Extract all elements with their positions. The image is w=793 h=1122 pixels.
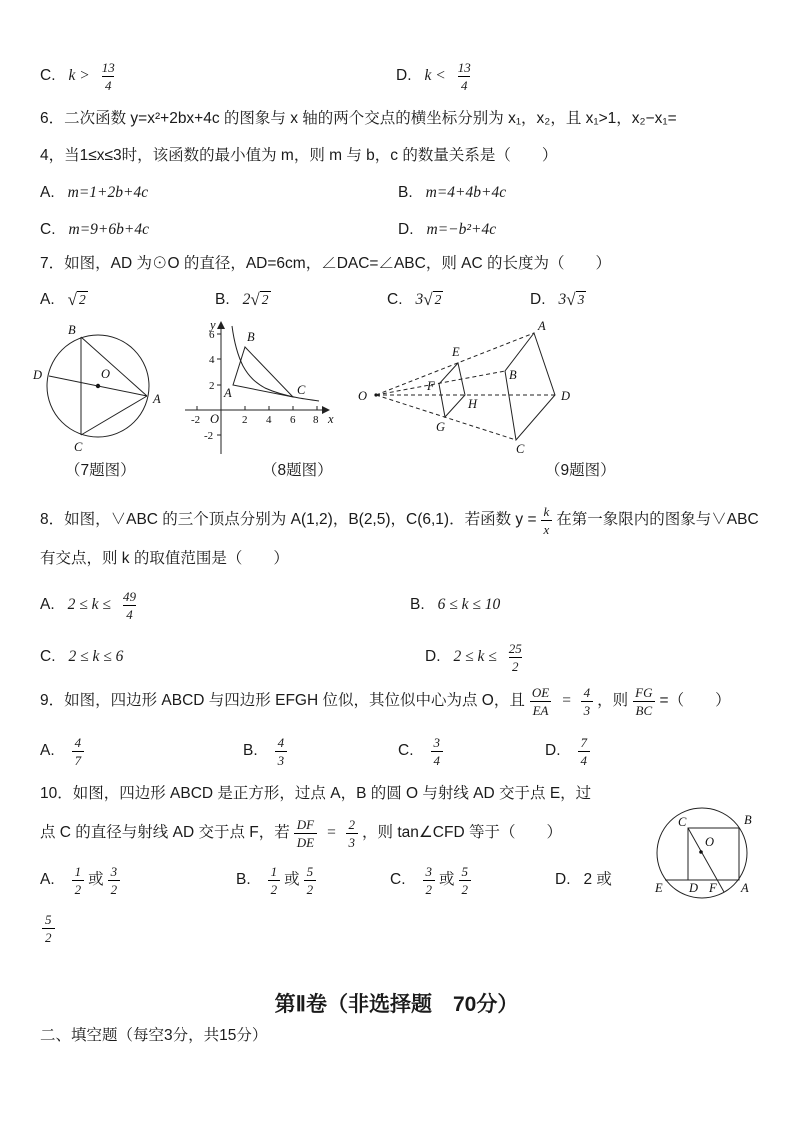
radicand: 2 [79, 292, 86, 308]
q10-option-d-text: 2 或 [583, 870, 612, 888]
q8-option-c-label: C. [40, 647, 56, 665]
q10-option-b [236, 857, 320, 903]
q10-option-d-continuation [42, 906, 55, 950]
fraction-numerator: 25 [508, 640, 522, 656]
figure-caption-7: （7题图） [65, 462, 136, 479]
q7-stem: 7．如图，AD 为⊙O 的直径，AD=6cm，∠DAC=∠ABC，则 AC 的长度为（ ） [40, 255, 611, 272]
q8-stem-line1 [40, 498, 759, 542]
origin-label: O [210, 412, 220, 426]
radical-coefficient: 3 [415, 290, 424, 308]
fraction-denominator: 3 [581, 701, 594, 717]
fraction-numerator: 1 [74, 863, 82, 879]
q9-figure [352, 318, 587, 458]
q6-option-b [398, 182, 506, 204]
q7-option-a [40, 287, 88, 313]
q7-option-d-label: D. [530, 290, 546, 308]
point-label-d: D [689, 881, 699, 895]
q8-stem-post: 在第一象限内的图象与∨ABC [556, 510, 759, 528]
q8-option-b-expr: 6 ≤ k ≤ 10 [437, 595, 501, 613]
x-axis-label: x [328, 412, 334, 426]
fraction-numerator: OE [531, 684, 550, 700]
q10-two-thirds-fraction [346, 818, 359, 849]
q6-option-a [40, 182, 148, 204]
point-label-o: O [358, 389, 368, 403]
q10-option-c-fraction1 [423, 865, 436, 896]
point-label-b: B [68, 323, 76, 337]
y-axis-arrow [217, 321, 225, 329]
fraction-denominator: 4 [123, 605, 136, 621]
fraction-numerator: 49 [122, 588, 136, 604]
circle-figure [24, 316, 174, 458]
triangle-abc [233, 347, 293, 397]
point-label-b: B [247, 330, 255, 344]
fraction-denominator: 4 [431, 751, 444, 767]
x-tick-neg2: -2 [191, 414, 201, 426]
point-label-e: E [655, 881, 663, 895]
square-root [423, 291, 443, 309]
q7-option-c [387, 287, 443, 313]
fraction-denominator: 2 [304, 880, 317, 896]
point-label-c: C [516, 442, 525, 456]
similarity-figure [352, 318, 587, 458]
q9-option-d [545, 728, 594, 774]
q9-option-d-label: D. [545, 741, 561, 759]
q5-option-d-fraction [455, 61, 474, 92]
center-point-o [699, 850, 703, 854]
fraction-numerator: 13 [457, 59, 471, 75]
quadrilateral-efgh [439, 363, 465, 417]
q8-option-a-expr: 2 ≤ k ≤ [67, 595, 111, 613]
q10-option-d [555, 857, 612, 903]
q6-option-c-expr: m=9+6b+4c [68, 220, 149, 238]
radical-sign: √ [566, 290, 576, 310]
radical-coefficient: 2 [242, 290, 251, 308]
q5-option-c-expr: k > [68, 66, 90, 84]
y-tick-4: 4 [209, 354, 215, 366]
square-root [250, 291, 270, 309]
radical-sign: √ [250, 290, 260, 310]
q7-figure [24, 316, 174, 458]
q9-option-a-fraction [72, 736, 85, 767]
q10-option-d-fraction [42, 913, 55, 944]
fraction-denominator: DE [294, 833, 317, 849]
x-tick-2: 2 [242, 414, 248, 426]
q9-four-thirds-fraction [581, 686, 594, 717]
q10-option-c-label: C. [390, 870, 406, 888]
q5-option-d-label: D. [396, 66, 412, 84]
q7-option-a-label: A. [40, 290, 55, 308]
q8-stem-line2: 有交点，则 k 的取值范围是（ ） [40, 550, 289, 567]
q6-option-c-label: C. [40, 220, 56, 238]
q10-option-c-fraction2 [459, 865, 472, 896]
fraction-numerator: 5 [306, 863, 314, 879]
q5-option-c [40, 52, 122, 100]
q6-option-d-label: D. [398, 220, 414, 238]
projection-rays [376, 333, 555, 440]
x-tick-8: 8 [313, 414, 319, 426]
fraction-denominator: 3 [275, 751, 288, 767]
q6-option-d-expr: m=−b²+4c [426, 220, 497, 238]
q8-option-d [425, 633, 529, 681]
radical-sign: √ [67, 290, 77, 310]
square-root [68, 291, 88, 309]
fraction-denominator: 2 [509, 657, 522, 673]
point-label-f: F [427, 379, 435, 393]
fraction-denominator: 2 [268, 880, 281, 896]
fraction-denominator: 2 [459, 880, 472, 896]
q8-option-d-expr: 2 ≤ k ≤ [453, 647, 497, 665]
point-label-a: A [741, 881, 749, 895]
q10-option-c [390, 857, 475, 903]
q9-stem-tail: =（ ） [659, 691, 731, 709]
q10-stem-pre: 点 C 的直径与射线 AD 交于点 F，若 [40, 823, 290, 841]
fraction-denominator: x [541, 520, 553, 536]
q10-stem-line1: 10．如图，四边形 ABCD 是正方形，过点 A，B 的圆 O 与射线 AD 交于点 E，过 [40, 785, 592, 802]
equals-sign: = [326, 823, 337, 841]
point-label-g: G [436, 420, 446, 434]
or-text: 或 [88, 870, 104, 888]
fraction-numerator: 4 [277, 734, 285, 750]
point-label-b: B [509, 368, 517, 382]
point-label-o: O [705, 835, 715, 849]
q9-option-b [243, 728, 291, 774]
fraction-numerator: 3 [425, 863, 432, 879]
section2-subheading: 二、填空题（每空3分，共15分） [40, 1027, 268, 1044]
or-text: 或 [439, 870, 455, 888]
q8-option-a [40, 581, 143, 629]
figure-caption-8: （8题图） [262, 462, 333, 479]
q10-option-b-fraction1 [268, 865, 281, 896]
q8-kx-fraction [541, 505, 553, 536]
q5-option-c-fraction [99, 61, 118, 92]
q9-stem [40, 678, 731, 724]
fraction-numerator: 7 [580, 734, 587, 750]
q6-option-a-label: A. [40, 183, 55, 201]
x-tick-4: 4 [266, 414, 272, 426]
chords [49, 337, 147, 435]
radicand: 2 [261, 292, 269, 308]
q10-df-de-fraction [294, 818, 317, 849]
fraction-denominator: 4 [102, 76, 115, 92]
point-label-c: C [74, 440, 83, 454]
point-label-o: O [101, 367, 111, 381]
figure-caption-9: （9题图） [545, 462, 616, 479]
q9-option-d-fraction [578, 736, 591, 767]
radical-coefficient: 3 [558, 290, 567, 308]
fraction-numerator: 1 [270, 863, 278, 879]
fraction-numerator: 3 [110, 863, 118, 879]
point-label-d: D [561, 389, 571, 403]
point-label-c: C [678, 815, 687, 829]
q9-option-a [40, 728, 88, 774]
fraction-denominator: 2 [108, 880, 121, 896]
q9-stem-pre: 9．如图，四边形 ABCD 与四边形 EFGH 位似，其位似中心为点 O，且 [40, 691, 525, 709]
q6-option-b-label: B. [398, 183, 413, 201]
q9-oe-ea-fraction [529, 686, 552, 717]
q10-option-a [40, 857, 124, 903]
fraction-numerator: 4 [74, 734, 82, 750]
point-label-a: A [153, 392, 161, 406]
q6-stem-line2: 4，当1≤x≤3时，该函数的最小值为 m，则 m 与 b，c 的数量关系是（ ） [40, 147, 558, 164]
q8-stem-pre: 8．如图，∨ABC 的三个顶点分别为 A(1,2)，B(2,5)，C(6,1)．若函数 y = [40, 510, 537, 528]
square-root [566, 291, 586, 309]
y-tick-2: 2 [209, 380, 215, 392]
hyperbola-curve [232, 326, 319, 401]
circle-square-figure [648, 786, 793, 941]
q10-figure [648, 786, 793, 941]
q8-figure [183, 316, 335, 458]
q9-stem-mid: ，则 [597, 691, 629, 709]
q9-fg-bc-fraction [632, 686, 655, 717]
fraction-numerator: 5 [461, 863, 469, 879]
y-tick-neg2: -2 [204, 430, 214, 442]
fraction-denominator: 4 [458, 76, 471, 92]
y-tick-6: 6 [209, 329, 215, 341]
q10-stem-post: ，则 tan∠CFD 等于（ ） [362, 823, 562, 841]
fraction-denominator: EA [530, 701, 552, 717]
q10-option-b-label: B. [236, 870, 251, 888]
q7-option-b-label: B. [215, 290, 230, 308]
fraction-denominator: 3 [346, 833, 359, 849]
q10-option-a-fraction1 [72, 865, 85, 896]
q8-option-a-fraction [120, 590, 139, 621]
fraction-numerator: 13 [101, 59, 115, 75]
radicand: 2 [434, 292, 442, 308]
q10-option-a-label: A. [40, 870, 55, 888]
point-label-f: F [709, 881, 717, 895]
fraction-numerator: DF [296, 816, 315, 832]
q9-option-b-fraction [275, 736, 288, 767]
q5-option-d-expr: k < [424, 66, 446, 84]
fraction-denominator: 4 [578, 751, 591, 767]
fraction-denominator: 7 [72, 751, 85, 767]
x-tick-6: 6 [290, 414, 296, 426]
fraction-numerator: 2 [348, 816, 356, 832]
q6-stem-line1: 6．二次函数 y=x²+2bx+4c 的图象与 x 轴的两个交点的横坐标分别为 x₁，x₂，且 x₁>1，x₂−x₁= [40, 110, 677, 127]
q6-option-b-expr: m=4+4b+4c [425, 183, 507, 201]
q7-option-d [530, 287, 586, 313]
q10-option-b-fraction2 [304, 865, 317, 896]
fraction-numerator: k [543, 503, 550, 519]
point-label-h: H [468, 397, 478, 411]
point-label-d: D [33, 368, 43, 382]
quadrilateral-abcd [505, 333, 555, 440]
q10-option-a-fraction2 [108, 865, 121, 896]
y-axis-label: y [210, 318, 216, 332]
q10-option-d-label: D. [555, 870, 571, 888]
fraction-denominator: BC [633, 701, 656, 717]
fraction-denominator: 2 [423, 880, 436, 896]
or-text: 或 [284, 870, 300, 888]
point-label-b: B [744, 813, 752, 827]
fraction-numerator: FG [635, 684, 653, 700]
q8-option-b [410, 581, 500, 629]
q8-option-d-fraction [506, 642, 525, 673]
equals-sign: = [561, 691, 572, 709]
q9-option-c [398, 728, 447, 774]
point-label-a: A [538, 319, 546, 333]
q8-option-b-label: B. [410, 595, 425, 613]
q5-option-d [396, 52, 478, 100]
q9-option-c-fraction [431, 736, 444, 767]
fraction-numerator: 5 [45, 911, 52, 927]
point-label-a: A [224, 386, 232, 400]
point-label-e: E [452, 345, 460, 359]
q9-option-b-label: B. [243, 741, 258, 759]
q8-option-c-expr: 2 ≤ k ≤ 6 [68, 647, 124, 665]
q9-option-a-label: A. [40, 741, 55, 759]
q8-option-a-label: A. [40, 595, 55, 613]
q10-stem-line2 [40, 810, 562, 856]
radical-sign: √ [423, 290, 433, 310]
q7-option-c-label: C. [387, 290, 403, 308]
section2-heading: 第Ⅱ卷（非选择题 70分） [274, 993, 519, 1016]
q6-option-c [40, 219, 149, 241]
q8-option-d-label: D. [425, 647, 441, 665]
q7-option-b [215, 287, 271, 313]
fraction-numerator: 3 [433, 734, 440, 750]
q6-option-a-expr: m=1+2b+4c [67, 183, 149, 201]
radicand: 3 [577, 292, 585, 308]
q9-option-c-label: C. [398, 741, 414, 759]
q6-option-d [398, 219, 496, 241]
q8-option-c [40, 633, 123, 681]
q5-option-c-label: C. [40, 66, 56, 84]
graph-figure [183, 316, 335, 458]
fraction-numerator: 4 [583, 684, 591, 700]
fraction-denominator: 2 [72, 880, 85, 896]
fraction-denominator: 2 [42, 928, 55, 944]
point-label-c: C [297, 383, 306, 397]
